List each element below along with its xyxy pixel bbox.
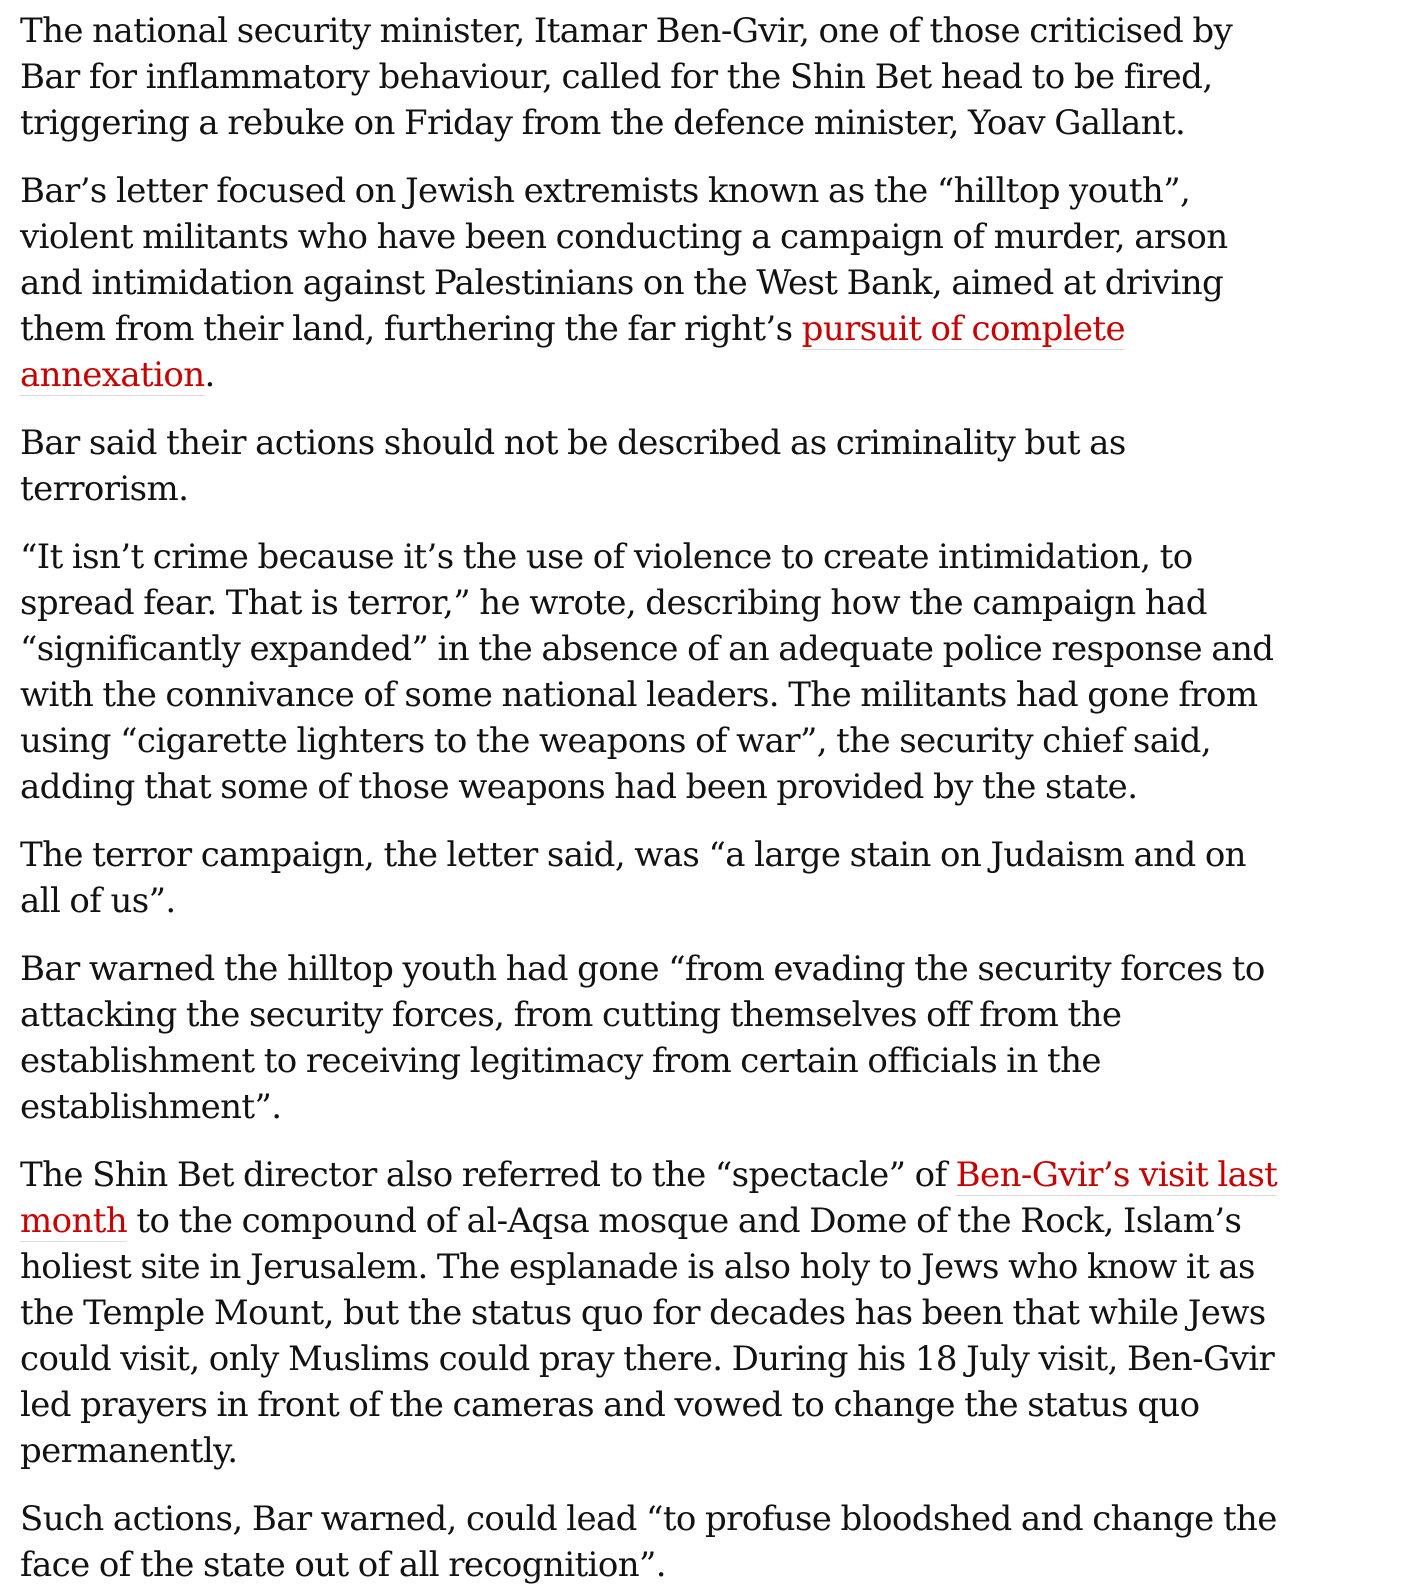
link-annexation[interactable]: pursuit of complete annexation — [20, 309, 1126, 395]
paragraph-text: Bar’s letter focused on Jewish extremists known as the “hilltop youth”, violent militants who have been conducting a campaign of murder, arson and intimidation against Palestinians on the West Bank, aimed at driving them from their land, furthering the far right’s — [20, 171, 1228, 349]
paragraph-security-forces: Bar warned the hilltop youth had gone “from evading the security forces to attacking the security forces, from cutting themselves off from the establishment to receiving legitimacy from certain officials in the establishment”. — [20, 949, 1265, 1127]
paragraph-hilltop-youth — [20, 168, 1280, 398]
link-ben-gvir-visit[interactable]: Ben-Gvir’s visit last month — [20, 1155, 1278, 1241]
paragraph-text: . — [204, 355, 215, 395]
paragraph-bloodshed: Such actions, Bar warned, could lead “to profuse bloodshed and change the face of the state out of all recognition”. — [20, 1499, 1277, 1585]
paragraph-terrorism: Bar said their actions should not be described as criminality but as terrorism. — [20, 423, 1126, 509]
paragraph-text: to the compound of al-Aqsa mosque and Dome of the Rock, Islam’s holiest site in Jerusalem. The esplanade is also holy to Jews who know it as the Temple Mount, but the status quo for decades has been that while Jews could visit, only Muslims could pray there. During his 18 July visit, Ben-Gvir led prayers in front of the cameras and vowed to change the status quo permanently. — [20, 1201, 1275, 1471]
paragraph-ben-gvir-criticism: The national security minister, Itamar Ben-Gvir, one of those criticised by Bar for inflammatory behaviour, called for the Shin Bet head to be fired, triggering a rebuke on Friday from the defence minister, Yoav Gallant. — [20, 11, 1233, 143]
paragraph-temple-mount — [20, 1152, 1280, 1474]
paragraph-quote-terror: “It isn’t crime because it’s the use of violence to create intimidation, to spread fear. That is terror,” he wrote, describing how the campaign had “significantly expanded” in the absence of an adequate police response and with the connivance of some national leaders. The militants had gone from using “cigarette lighters to the weapons of war”, the security chief said, adding that some of those weapons had been provided by the state. — [20, 537, 1274, 807]
paragraph-stain: The terror campaign, the letter said, was “a large stain on Judaism and on all of us”. — [20, 835, 1246, 921]
paragraph-text: The Shin Bet director also referred to the “spectacle” of — [20, 1155, 956, 1195]
